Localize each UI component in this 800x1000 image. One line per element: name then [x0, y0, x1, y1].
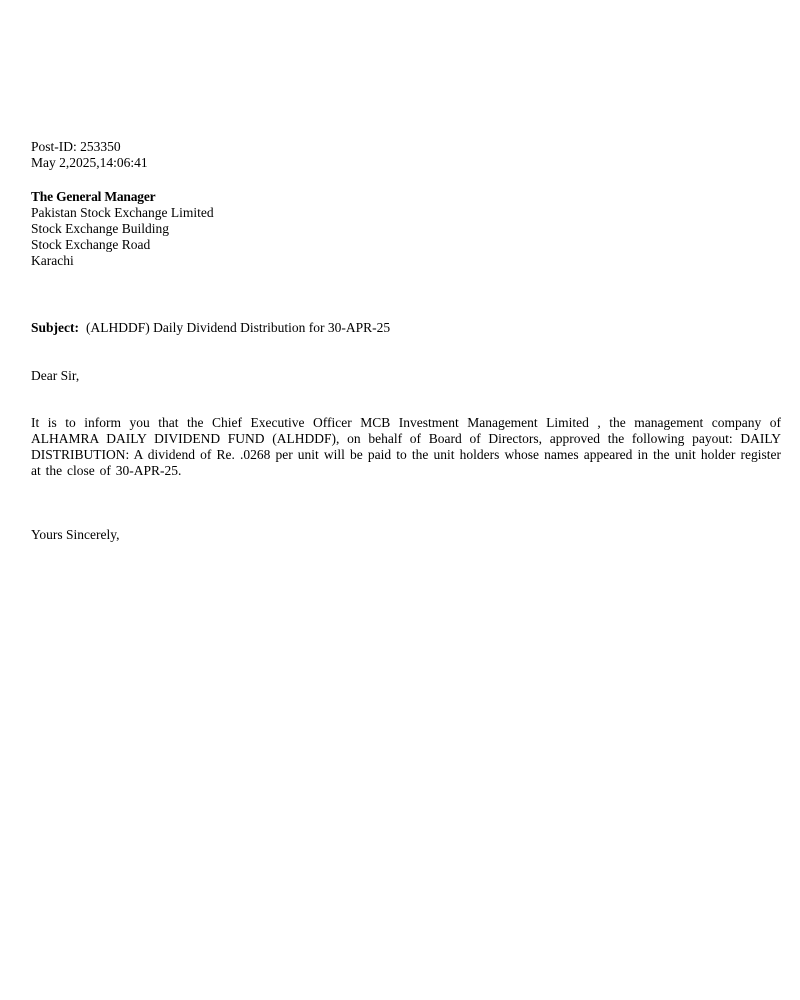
post-id: Post-ID: 253350	[31, 139, 121, 154]
recipient-line: Stock Exchange Road	[31, 237, 151, 252]
subject-label: Subject:	[31, 320, 79, 335]
subject-line	[31, 320, 781, 336]
closing: Yours Sincerely,	[31, 527, 120, 542]
letter-body: It is to inform you that the Chief Executive Officer MCB Investment Management Limited , the management company of ALHAMRA DAILY DIVIDEND FUND (ALHDDF), on behalf of Board of Directors, approved the following payout: DAILY DISTRIBUTION: A dividend of Re. .0268 per unit will be paid to the unit holders whose names appeared in the unit holder register at the close of 30-APR-25.	[31, 415, 781, 478]
datetime: May 2,2025,14:06:41	[31, 155, 148, 170]
letter-meta	[31, 139, 781, 171]
subject-text: (ALHDDF) Daily Dividend Distribution for 30-APR-25	[86, 320, 391, 335]
salutation: Dear Sir,	[31, 368, 80, 383]
recipient-line: Stock Exchange Building	[31, 221, 169, 236]
recipient-title: The General Manager	[31, 189, 156, 204]
recipient-address	[31, 189, 781, 269]
recipient-line: Karachi	[31, 253, 74, 268]
letter-content	[31, 139, 781, 543]
recipient-line: Pakistan Stock Exchange Limited	[31, 205, 214, 220]
